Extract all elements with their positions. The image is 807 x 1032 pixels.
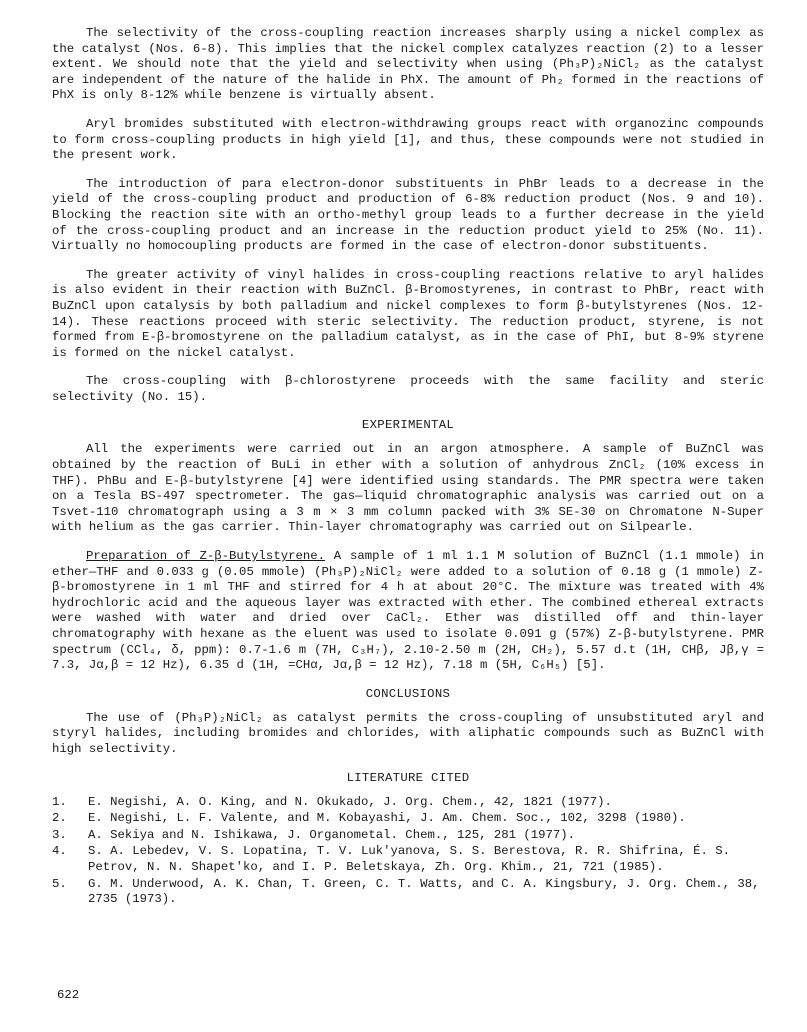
reference-list — [52, 795, 764, 908]
reference-text: G. M. Underwood, A. K. Chan, T. Green, C. T. Watts, and C. A. Kingsbury, J. Org. Chem., 38, 2735 (1973). — [88, 876, 760, 907]
reference-text: S. A. Lebedev, V. S. Lopatina, T. V. Luk'yanova, S. S. Berestova, R. R. Shifrina, É. S. Petrov, N. N. Shapet'ko, and I. P. Beletskaya, Zh. Org. Khim., 21, 721 (1985). — [88, 844, 731, 874]
reference-number: 2. — [52, 811, 67, 826]
experimental-paragraph: All the experiments were carried out in an argon atmosphere. A sample of BuZnCl was obtained by the reaction of BuLi in ether with a solution of anhydrous ZnCl₂ (10% excess in THF). PhBu and E-β-butylstyrene [4] were identified using standards. The PMR spectra were taken on a Tesla BS-497 spectrometer. The gas—liquid chromatographic analysis was carried out on a Tsvet-110 chromatograph using a 3 m × 3 mm column packed with 3% SE-30 on Chromatone N-Super with helium as the gas carrier. Thin-layer chromatography was carried out on Silpearle. — [52, 442, 764, 535]
preparation-title: Preparation of Z-β-Butylstyrene. — [86, 549, 325, 564]
body-paragraph: The cross-coupling with β-chlorostyrene proceeds with the same facility and steric selectivity (No. 15). — [52, 374, 764, 404]
body-paragraph: Aryl bromides substituted with electron-withdrawing groups react with organozinc compounds to form cross-coupling products in high yield [1], and thus, these compounds were not studied in the present work. — [52, 116, 764, 163]
body-paragraph: The selectivity of the cross-coupling reaction increases sharply using a nickel complex as the catalyst (Nos. 6-8). This implies that the nickel complex catalyzes reaction (2) to a lesser extent. We should note that the yield and selectivity when using (Ph₃P)₂NiCl₂ as the catalyst are independent of the nature of the halide in PhX. The amount of Ph₂ formed in the reactions of PhX is only 8-12% while benzene is virtually absent. — [52, 26, 764, 103]
reference-item — [52, 795, 764, 811]
reference-item — [52, 811, 764, 827]
reference-text: A. Sekiya and N. Ishikawa, J. Organometal. Chem., 125, 281 (1977). — [88, 827, 576, 842]
page-content — [52, 26, 764, 909]
reference-text: E. Negishi, L. F. Valente, and M. Kobayashi, J. Am. Chem. Soc., 102, 3298 (1980). — [88, 811, 686, 826]
reference-text: E. Negishi, A. O. King, and N. Okukado, J. Org. Chem., 42, 1821 (1977). — [88, 794, 612, 809]
section-heading-conclusions: CONCLUSIONS — [365, 686, 451, 701]
reference-number: 4. — [52, 844, 67, 859]
reference-item — [52, 877, 764, 908]
reference-number: 3. — [52, 827, 67, 842]
body-paragraph: The introduction of para electron-donor substituents in PhBr leads to a decrease in the yield of the cross-coupling product and production of 6-8% reduction product (Nos. 9 and 10). Blocking the reaction site with an ortho-methyl group leads to a further decrease in the yield of the cross-coupling product and an increase in the reduction product yield to 25% (No. 11). Virtually no homocoupling products are formed in the case of electron-donor substituents. — [52, 176, 764, 254]
section-heading-literature: LITERATURE CITED — [346, 770, 470, 785]
reference-number: 1. — [52, 794, 67, 809]
body-paragraph: The greater activity of vinyl halides in cross-coupling reactions relative to aryl halides is also evident in their reaction with BuZnCl. β-Bromostyrenes, in contrast to PhBr, react with BuZnCl upon catalysis by both palladium and nickel complexes to form β-butylstyrenes (Nos. 12-14). These reactions proceed with steric selectivity. The reduction product, styrene, is not formed from E-β-bromostyrene on the palladium catalyst, as in the case of PhI, but 8-9% styrene is formed on the nickel catalyst. — [52, 267, 764, 360]
reference-number: 5. — [52, 876, 67, 891]
conclusions-paragraph: The use of (Ph₃P)₂NiCl₂ as catalyst permits the cross-coupling of unsubstituted aryl and styryl halides, including bromides and chlorides, with aliphatic compounds such as BuZnCl with high selectivity. — [52, 710, 764, 756]
section-heading-experimental: EXPERIMENTAL — [361, 418, 455, 433]
preparation-text: A sample of 1 ml 1.1 M solution of BuZnCl (1.1 mmole) in ether—THF and 0.033 g (0.05 mmole) (Ph₃P)₂NiCl₂ were added to a solution of 0.18 g (1 mmole) Z-β-bromostyrene in 1 ml THF and stirred for 4 h at about 20°C. The mixture was treated with 4% hydrochloric acid and the aqueous layer was extracted with ether. The combined ethereal extracts were washed with water and dried over CaCl₂. Ether was distilled off and thin-layer chromatography with hexane as the eluent was used to isolate 0.091 g (57%) Z-β-butylstyrene. PMR spectrum (CCl₄, δ, ppm): 0.7-1.6 m (7H, C₃H₇), 2.10-2.50 m (2H, CH₂), 5.57 d.t (1H, CHβ, Jβ,γ = 7.3, Jα,β = 12 Hz), 6.35 d (1H, =CHα, Jα,β = 12 Hz), 7.18 m (5H, C₆H₅) [5]. — [52, 549, 765, 673]
reference-item — [52, 844, 764, 875]
preparation-paragraph — [52, 549, 764, 674]
page-number: 622 — [57, 988, 80, 1002]
reference-item — [52, 828, 764, 844]
